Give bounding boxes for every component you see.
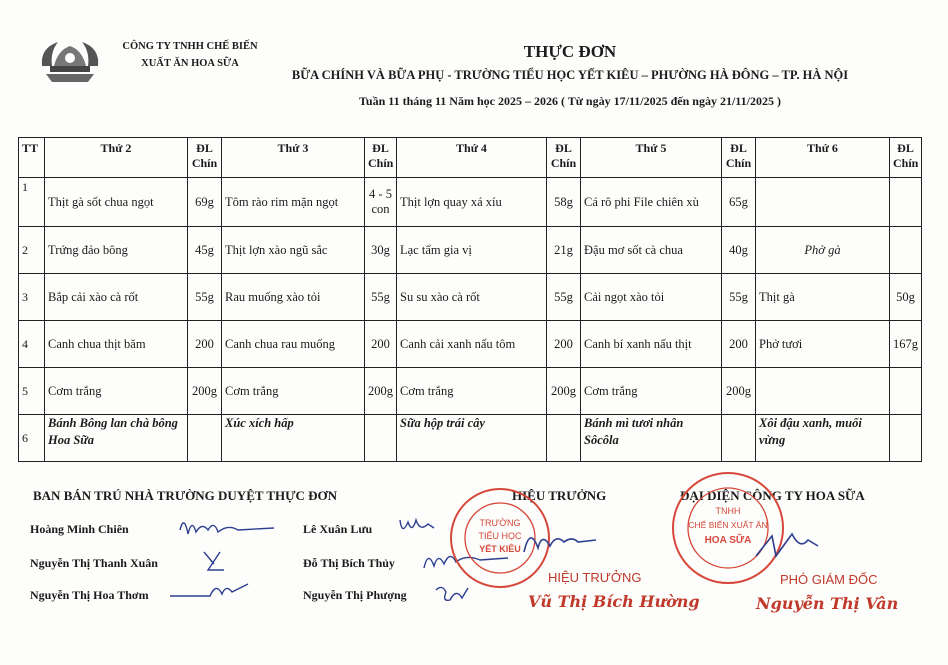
stamp-company-line1: TNHH xyxy=(715,506,741,516)
table-row xyxy=(19,321,922,368)
menu-table xyxy=(18,137,922,462)
dish-cell: Trứng đảo bông xyxy=(45,227,188,274)
dish-cell: Thịt lợn xào ngũ sắc xyxy=(222,227,365,274)
qty-cell: 200 xyxy=(722,321,756,368)
header-dl: ĐL Chín xyxy=(547,138,581,178)
page-subtitle: BỮA CHÍNH VÀ BỮA PHỤ - TRƯỜNG TIỂU HỌC YẾT KIÊU – PHƯỜNG HÀ ĐÔNG – TP. HÀ NỘI xyxy=(291,68,849,82)
qty-cell xyxy=(188,415,222,462)
dish-cell: Tôm rào rim mặn ngọt xyxy=(222,178,365,227)
principal-title: HIỆU TRƯỞNG xyxy=(512,488,607,503)
stamp-company-line2: CHẾ BIẾN XUẤT ĂN xyxy=(688,520,768,530)
qty-cell: 4 - 5 con xyxy=(365,178,397,227)
company-role: PHÓ GIÁM ĐỐC xyxy=(780,572,878,587)
header-thu2: Thứ 2 xyxy=(45,138,188,178)
dish-cell: Bánh mì tươi nhân Sôcôla xyxy=(581,415,722,462)
dish-cell: Sữa hộp trái cây xyxy=(397,415,547,462)
qty-cell xyxy=(722,415,756,462)
member-name: Lê Xuân Lưu xyxy=(303,522,373,536)
qty-cell: 167g xyxy=(890,321,922,368)
row-number: 2 xyxy=(19,227,45,274)
dish-cell: Phở tươi xyxy=(756,321,890,368)
signature-icon xyxy=(200,546,230,576)
dish-cell: Cải ngọt xào tỏi xyxy=(581,274,722,321)
dish-cell xyxy=(756,178,890,227)
qty-cell: 200g xyxy=(547,368,581,415)
member-name: Nguyễn Thị Phượng xyxy=(303,588,407,602)
header-thu6: Thứ 6 xyxy=(756,138,890,178)
dish-cell: Xôi đậu xanh, muối vừng xyxy=(756,415,890,462)
dish-cell: Thịt lợn quay xá xíu xyxy=(397,178,547,227)
company-name xyxy=(110,38,270,72)
dish-cell: Cơm trắng xyxy=(222,368,365,415)
stamp-school-line3: YẾT KIÊU xyxy=(479,544,521,554)
qty-cell: 21g xyxy=(547,227,581,274)
week-range: Tuần 11 tháng 11 Năm học 2025 – 2026 ( Từ ngày 17/11/2025 đến ngày 21/11/2025 ) xyxy=(359,94,781,108)
row-number: 3 xyxy=(19,274,45,321)
table-header-row xyxy=(19,138,922,178)
qty-cell: 65g xyxy=(722,178,756,227)
dish-cell: Đậu mơ sốt cà chua xyxy=(581,227,722,274)
company-rep-name: Nguyễn Thị Vân xyxy=(756,594,899,613)
dish-cell: Canh cải xanh nấu tôm xyxy=(397,321,547,368)
principal-signature-icon xyxy=(520,522,600,562)
dish-cell: Xúc xích hấp xyxy=(222,415,365,462)
qty-cell: 200 xyxy=(188,321,222,368)
table-row xyxy=(19,274,922,321)
qty-cell xyxy=(890,227,922,274)
dish-cell: Canh chua rau muống xyxy=(222,321,365,368)
table-row xyxy=(19,368,922,415)
qty-cell xyxy=(365,415,397,462)
qty-cell: 200g xyxy=(365,368,397,415)
qty-cell: 45g xyxy=(188,227,222,274)
company-rep-title: ĐẠI DIỆN CÔNG TY HOA SỮA xyxy=(680,488,865,503)
dish-cell: Canh bí xanh nấu thịt xyxy=(581,321,722,368)
qty-cell: 55g xyxy=(722,274,756,321)
row-number: 4 xyxy=(19,321,45,368)
signature-icon xyxy=(170,578,250,608)
qty-cell xyxy=(547,415,581,462)
dish-cell: Cơm trắng xyxy=(397,368,547,415)
company-signature-icon xyxy=(752,526,822,566)
qty-cell: 200 xyxy=(365,321,397,368)
qty-cell: 58g xyxy=(547,178,581,227)
table-row xyxy=(19,227,922,274)
table-row xyxy=(19,415,922,462)
signature-icon xyxy=(398,512,438,542)
dish-cell: Su su xào cà rốt xyxy=(397,274,547,321)
dish-cell: Canh chua thịt băm xyxy=(45,321,188,368)
page-title: THỰC ĐƠN xyxy=(523,42,617,61)
row-number: 6 xyxy=(19,415,45,462)
dish-cell: Rau muống xào tỏi xyxy=(222,274,365,321)
qty-cell: 200g xyxy=(188,368,222,415)
header-dl: ĐL Chín xyxy=(722,138,756,178)
dish-cell: Cơm trắng xyxy=(45,368,188,415)
header-thu3: Thứ 3 xyxy=(222,138,365,178)
dish-cell: Cơm trắng xyxy=(581,368,722,415)
member-name: Đỗ Thị Bích Thủy xyxy=(303,556,395,570)
qty-cell xyxy=(890,415,922,462)
header-dl: ĐL Chín xyxy=(188,138,222,178)
qty-cell: 200g xyxy=(722,368,756,415)
company-line-2: XUẤT ĂN HOA SỮA xyxy=(141,58,239,69)
header-thu4: Thứ 4 xyxy=(397,138,547,178)
qty-cell: 55g xyxy=(188,274,222,321)
qty-cell xyxy=(890,178,922,227)
dish-cell: Thịt gà xyxy=(756,274,890,321)
header-dl: ĐL Chín xyxy=(890,138,922,178)
qty-cell: 30g xyxy=(365,227,397,274)
member-name: Nguyễn Thị Hoa Thơm xyxy=(30,588,149,602)
header-thu5: Thứ 5 xyxy=(581,138,722,178)
approval-board-title: BAN BÁN TRÚ NHÀ TRƯỜNG DUYỆT THỰC ĐƠN xyxy=(33,488,337,503)
row-number: 1 xyxy=(19,178,45,227)
header-tt: TT xyxy=(19,138,45,178)
member-name: Hoàng Minh Chiên xyxy=(30,522,129,536)
stamp-school-line1: TRƯỜNG xyxy=(479,518,521,528)
company-line-1: CÔNG TY TNHH CHẾ BIẾN xyxy=(122,41,258,52)
signature-icon xyxy=(178,510,278,544)
stamp-company-line3: HOA SỮA xyxy=(704,535,752,546)
dish-cell: Cá rô phi File chiên xù xyxy=(581,178,722,227)
dish-cell: Lạc tẩm gia vị xyxy=(397,227,547,274)
qty-cell: 55g xyxy=(547,274,581,321)
dish-cell: Bánh Bông lan chà bông Hoa Sữa xyxy=(45,415,188,462)
header-dl: ĐL Chín xyxy=(365,138,397,178)
row-number: 5 xyxy=(19,368,45,415)
qty-cell: 69g xyxy=(188,178,222,227)
dish-cell xyxy=(756,368,890,415)
dish-cell: Bắp cải xào cà rốt xyxy=(45,274,188,321)
principal-role: HIỆU TRƯỞNG xyxy=(548,570,642,585)
table-row xyxy=(19,178,922,227)
qty-cell: 200 xyxy=(547,321,581,368)
company-logo-icon xyxy=(36,36,104,86)
qty-cell xyxy=(890,368,922,415)
dish-cell: Thịt gà sốt chua ngọt xyxy=(45,178,188,227)
qty-cell: 50g xyxy=(890,274,922,321)
stamp-school-line2: TIỂU HỌC xyxy=(478,531,522,541)
qty-cell: 40g xyxy=(722,227,756,274)
member-name: Nguyễn Thị Thanh Xuân xyxy=(30,556,158,570)
qty-cell: 55g xyxy=(365,274,397,321)
dish-cell: Phở gà xyxy=(756,227,890,274)
principal-name: Vũ Thị Bích Hường xyxy=(528,592,700,611)
